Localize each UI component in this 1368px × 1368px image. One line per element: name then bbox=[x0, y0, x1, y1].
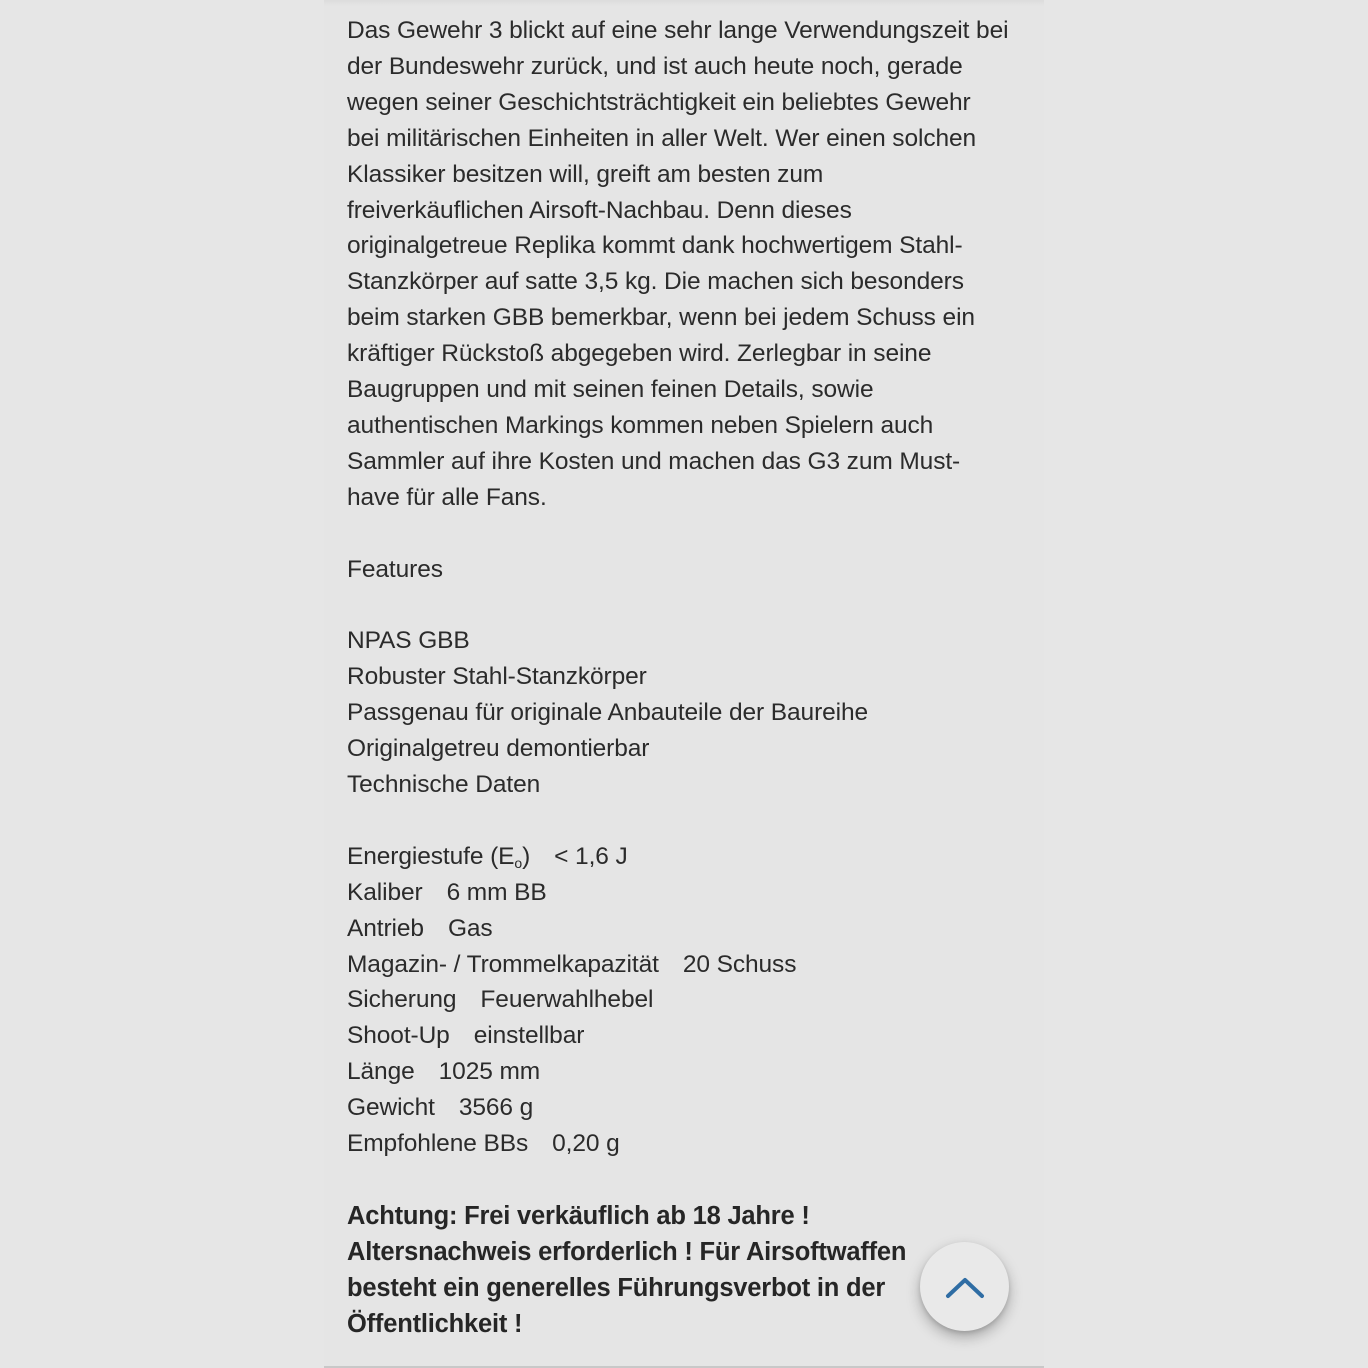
spec-row bbox=[347, 1018, 1037, 1054]
spec-value: 6 mm BB bbox=[446, 878, 547, 906]
feature-item: NPAS GBB bbox=[347, 627, 470, 655]
spec-label: Empfohlene BBs bbox=[347, 1130, 529, 1158]
spec-label: Antrieb bbox=[347, 914, 424, 942]
description-line: have für alle Fans. bbox=[347, 483, 547, 511]
description-line: authentischen Markings kommen neben Spielern auch bbox=[347, 411, 934, 439]
description-line: originalgetreue Replika kommt dank hochwertigem Stahl- bbox=[347, 232, 963, 260]
warning-line: besteht ein generelles Führungsverbot in der bbox=[347, 1273, 886, 1302]
feature-item: Robuster Stahl-Stanzkörper bbox=[347, 663, 647, 691]
spacer bbox=[347, 587, 1037, 623]
spec-value: 0,20 g bbox=[552, 1130, 620, 1158]
warning-line: Öffentlichkeit ! bbox=[347, 1309, 523, 1338]
spec-label: Energiestufe $(E_o)$ bbox=[347, 842, 531, 871]
spec-label: Länge bbox=[347, 1058, 415, 1086]
feature-item: Passgenau für originale Anbauteile der Baureihe bbox=[347, 699, 869, 727]
spec-row bbox=[347, 947, 1037, 983]
features-list bbox=[347, 623, 1037, 803]
product-description bbox=[347, 13, 1037, 1342]
spec-row bbox=[347, 911, 1037, 947]
description-line: wegen seiner Geschichtsträchtigkeit ein beliebtes Gewehr bbox=[347, 88, 971, 116]
description-line: bei militärischen Einheiten in aller Welt. Wer einen solchen bbox=[347, 124, 977, 152]
spec-value: Gas bbox=[447, 914, 493, 942]
spec-label: Shoot-Up bbox=[347, 1022, 450, 1050]
spec-value: 3566 g bbox=[458, 1094, 534, 1122]
spacer bbox=[347, 516, 1037, 552]
spec-label: Kaliber bbox=[347, 878, 423, 906]
spec-row bbox=[347, 1054, 1037, 1090]
features-heading: Features bbox=[347, 555, 443, 583]
spec-row bbox=[347, 875, 1037, 911]
spec-row bbox=[347, 982, 1037, 1018]
header-shadow bbox=[324, 0, 1044, 6]
description-line: Klassiker besitzen will, greift am besten zum bbox=[347, 160, 824, 188]
spec-label: Magazin- / Trommelkapazität bbox=[347, 950, 659, 978]
description-line: kräftiger Rückstoß abgegeben wird. Zerlegbar in seine bbox=[347, 340, 932, 368]
spec-value: einstellbar bbox=[473, 1022, 585, 1050]
spec-row-energy bbox=[347, 839, 1037, 875]
warning-line: Altersnachweis erforderlich ! Für Airsoftwaffen bbox=[347, 1237, 907, 1266]
spec-label: Sicherung bbox=[347, 986, 457, 1014]
description-line: der Bundeswehr zurück, und ist auch heute noch, gerade bbox=[347, 52, 963, 80]
scroll-to-top-button[interactable] bbox=[920, 1242, 1009, 1331]
description-line: Baugruppen und mit seinen feinen Details, sowie bbox=[347, 376, 874, 404]
description-line: Stanzkörper auf satte 3,5 kg. Die machen sich besonders bbox=[347, 268, 964, 296]
spec-value: Feuerwahlhebel bbox=[480, 986, 654, 1014]
description-line: freiverkäuflichen Airsoft-Nachbau. Denn dieses bbox=[347, 196, 852, 224]
spec-value: 20 Schuss bbox=[682, 950, 797, 978]
spec-value: 1025 mm bbox=[438, 1058, 541, 1086]
spec-value: < 1,6 J bbox=[554, 842, 628, 870]
feature-item: Originalgetreu demontierbar bbox=[347, 735, 650, 763]
description-line: Das Gewehr 3 blickt auf eine sehr lange Verwendungszeit bei bbox=[347, 17, 1009, 44]
description-line: beim starken GBB bemerkbar, wenn bei jedem Schuss ein bbox=[347, 304, 975, 332]
specs-list bbox=[347, 839, 1037, 1162]
chevron-up-icon bbox=[945, 1275, 985, 1299]
technical-data-heading: Technische Daten bbox=[347, 771, 541, 798]
spacer bbox=[347, 803, 1037, 839]
warning-line: Achtung: Frei verkäuflich ab 18 Jahre ! bbox=[347, 1201, 810, 1230]
spacer bbox=[347, 1162, 1037, 1198]
spec-row bbox=[347, 1126, 1037, 1162]
description-paragraph bbox=[347, 13, 1037, 516]
description-line: Sammler auf ihre Kosten und machen das G3 zum Must- bbox=[347, 447, 961, 475]
spec-row bbox=[347, 1090, 1037, 1126]
spec-label: Gewicht bbox=[347, 1094, 435, 1122]
